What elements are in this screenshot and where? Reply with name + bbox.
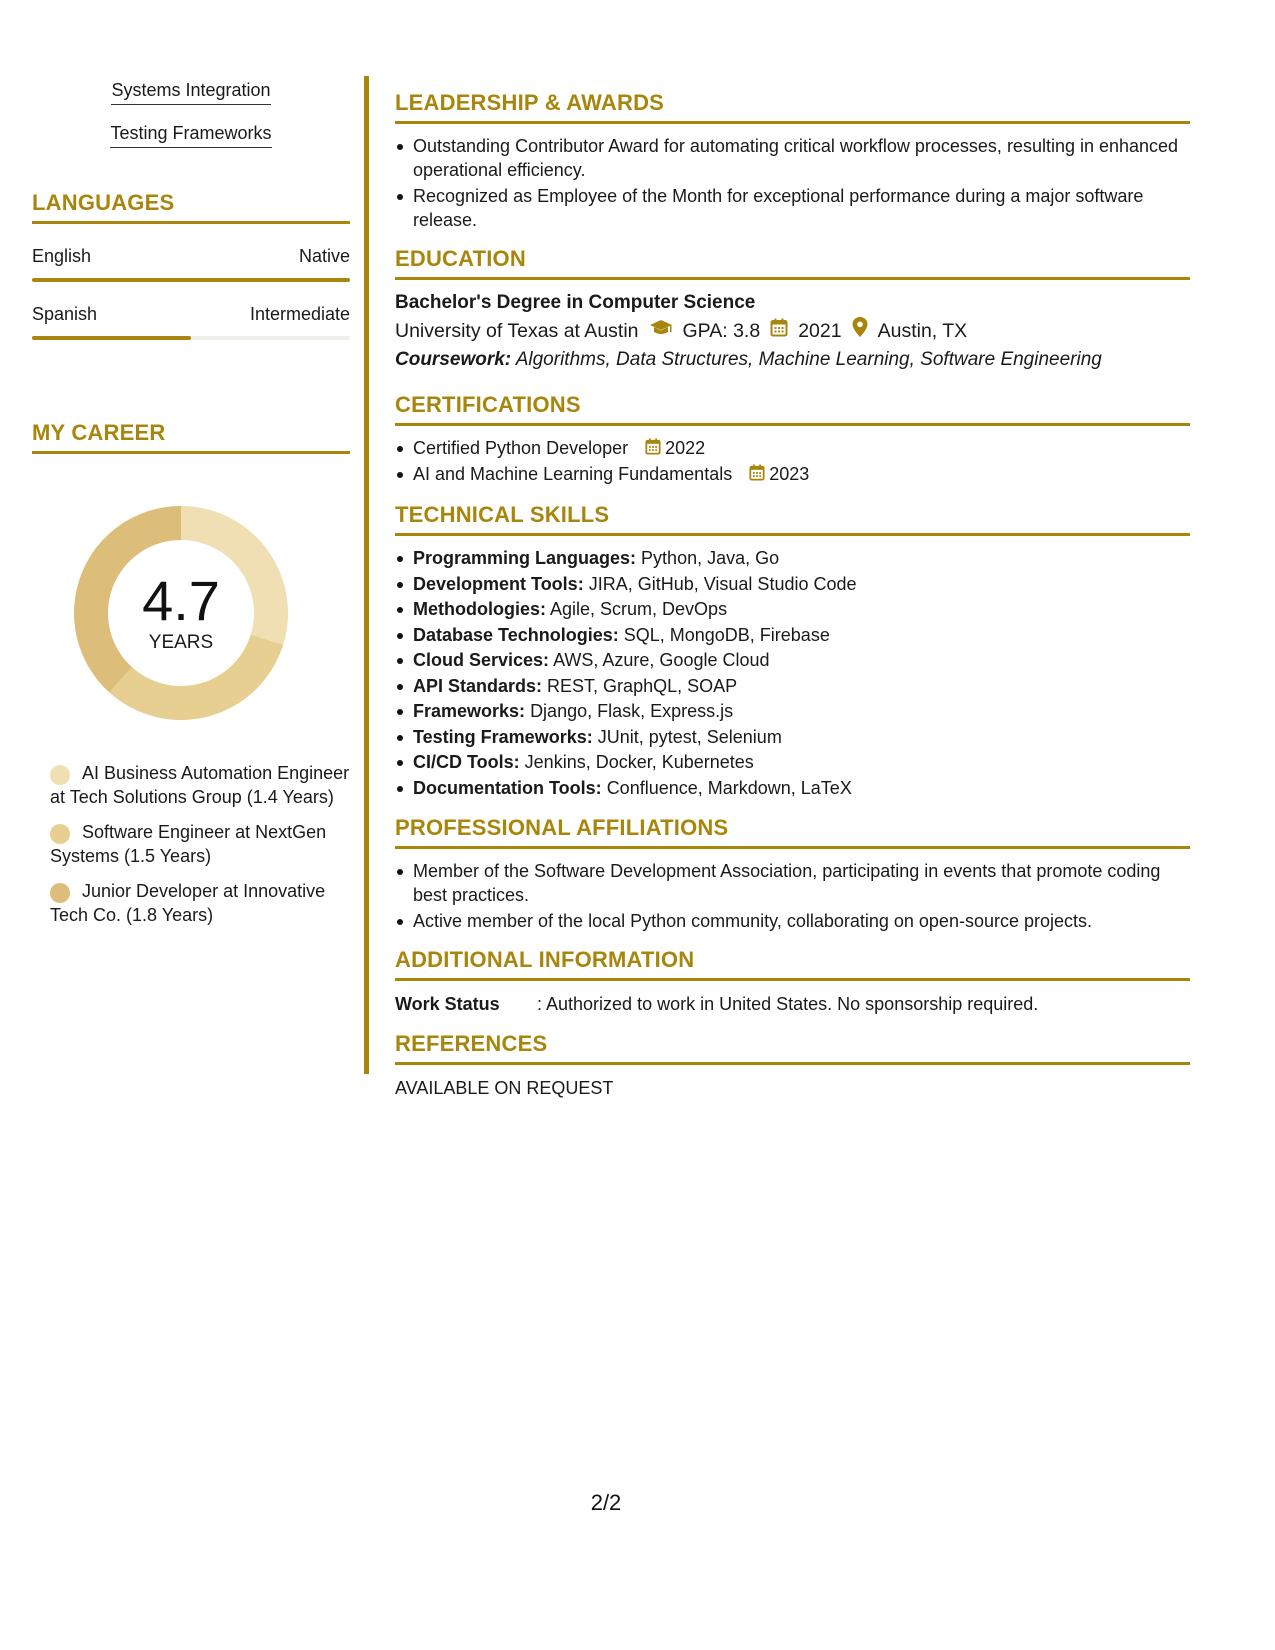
degree: Bachelor's Degree in Computer Science — [395, 292, 756, 313]
skill-item — [395, 750, 1190, 776]
career-legend-item — [50, 762, 350, 809]
additional-info-section — [395, 947, 1190, 1017]
skill-item — [395, 674, 1190, 700]
graduation-cap-icon — [649, 316, 673, 346]
certification-item — [395, 436, 1190, 462]
certification-name: Certified Python Developer — [413, 438, 629, 458]
education-section — [395, 246, 1190, 374]
location-pin-icon — [852, 316, 868, 346]
certification-name: AI and Machine Learning Fundamentals — [413, 464, 733, 484]
references-section — [395, 1031, 1190, 1101]
list-item: Recognized as Employee of the Month for exceptional performance during a major software release. — [395, 184, 1190, 232]
skill-label: API Standards: — [413, 675, 543, 696]
leadership-section — [395, 90, 1190, 232]
languages-section — [32, 190, 350, 340]
calendar-icon — [770, 316, 788, 346]
skill-label: Development Tools: — [413, 573, 584, 594]
skill-label: CI/CD Tools: — [413, 752, 520, 772]
right-column — [395, 90, 1190, 1115]
work-status-value: : Authorized to work in United States. No sponsorship required. — [537, 994, 1039, 1014]
certification-item — [395, 462, 1190, 488]
section-title: REFERENCES — [395, 1031, 548, 1056]
graduation-year: 2021 — [798, 320, 842, 342]
skill-tags — [32, 80, 350, 166]
school: University of Texas at Austin — [395, 320, 639, 342]
career-legend-item — [50, 880, 350, 927]
skill-label: Documentation Tools: — [413, 777, 602, 798]
legend-dot-icon — [50, 765, 70, 785]
language-bar — [32, 336, 350, 340]
technical-skills-list — [395, 546, 1190, 801]
donut-center — [66, 498, 296, 728]
coursework-label: Coursework: — [395, 349, 512, 370]
skill-value: JIRA, GitHub, Visual Studio Code — [588, 573, 857, 594]
section-rule — [395, 533, 1190, 536]
section-rule — [395, 121, 1190, 124]
legend-dot-icon — [50, 824, 70, 844]
career-total-years: 4.7 — [142, 569, 220, 632]
skill-value: Django, Flask, Express.js — [530, 701, 734, 721]
section-title: EDUCATION — [395, 246, 526, 271]
skill-value: AWS, Azure, Google Cloud — [553, 650, 770, 670]
language-level: Native — [298, 246, 350, 266]
location: Austin, TX — [877, 320, 968, 342]
section-rule — [32, 221, 350, 224]
coursework — [395, 346, 1190, 374]
education-details — [395, 316, 1190, 346]
affiliations-section — [395, 815, 1190, 933]
section-rule — [395, 277, 1190, 280]
coursework-list: Algorithms, Data Structures, Machine Learning, Software Engineering — [515, 349, 1102, 370]
skill-value: Confluence, Markdown, LaTeX — [606, 777, 852, 798]
section-title: PROFESSIONAL AFFILIATIONS — [395, 815, 729, 840]
section-rule — [395, 1062, 1190, 1065]
skill-label: Database Technologies: — [413, 624, 619, 645]
section-rule — [395, 423, 1190, 426]
certification-year: 2022 — [665, 438, 706, 458]
skill-label: Methodologies: — [413, 599, 546, 619]
column-divider — [364, 76, 369, 1074]
career-donut-chart — [66, 498, 296, 728]
skill-value: SQL, MongoDB, Firebase — [623, 624, 830, 645]
career-section — [32, 420, 350, 927]
certification-year: 2023 — [769, 464, 810, 484]
skill-item — [395, 623, 1190, 649]
list-item: Member of the Software Development Association, participating in events that promote coding best practices. — [395, 859, 1190, 907]
list-item: Active member of the local Python community, collaborating on open-source projects. — [395, 909, 1190, 933]
section-rule — [32, 451, 350, 454]
skill-value: Python, Java, Go — [641, 548, 780, 568]
technical-skills-section — [395, 502, 1190, 801]
language-level: Intermediate — [249, 304, 350, 324]
skill-item — [395, 546, 1190, 572]
section-title: ADDITIONAL INFORMATION — [395, 947, 695, 972]
left-column — [32, 80, 350, 939]
skill-value: REST, GraphQL, SOAP — [547, 675, 738, 696]
calendar-icon — [749, 463, 765, 489]
skill-value: JUnit, pytest, Selenium — [597, 726, 782, 747]
language-bar-fill — [32, 336, 191, 340]
skill-item — [395, 648, 1190, 674]
career-legend-text: AI Business Automation Engineer at Tech Solutions Group (1.4 Years) — [50, 763, 350, 807]
section-title: MY CAREER — [32, 420, 166, 445]
skill-item — [395, 725, 1190, 751]
skill-value: Jenkins, Docker, Kubernetes — [524, 752, 754, 772]
language-bar — [32, 278, 350, 282]
legend-dot-icon — [50, 883, 70, 903]
skill-tag: Systems Integration — [111, 80, 270, 105]
skill-tag: Testing Frameworks — [110, 123, 271, 148]
skill-value: Agile, Scrum, DevOps — [550, 599, 728, 619]
section-title: TECHNICAL SKILLS — [395, 502, 610, 527]
calendar-icon — [645, 437, 661, 463]
work-status-row — [395, 991, 1190, 1017]
skill-item — [395, 572, 1190, 598]
skill-label: Testing Frameworks: — [413, 726, 593, 747]
skill-label: Programming Languages: — [413, 548, 637, 568]
section-rule — [395, 978, 1190, 981]
career-legend-text: Software Engineer at NextGen Systems (1.5 Years) — [50, 822, 327, 866]
skill-item — [395, 699, 1190, 725]
gpa: GPA: 3.8 — [682, 320, 761, 342]
career-legend-text: Junior Developer at Innovative Tech Co. (1.8 Years) — [50, 881, 326, 925]
language-item — [32, 304, 350, 340]
certifications-section — [395, 392, 1190, 488]
section-title: CERTIFICATIONS — [395, 392, 581, 417]
section-title: LEADERSHIP & AWARDS — [395, 90, 665, 115]
section-title: LANGUAGES — [32, 190, 175, 215]
page-number: 2/2 — [590, 1490, 622, 1515]
career-legend — [32, 762, 350, 927]
section-rule — [395, 846, 1190, 849]
list-item: Outstanding Contributor Award for automating critical workflow processes, resulting in enhanced operational efficiency. — [395, 134, 1190, 182]
language-name: Spanish — [32, 304, 98, 324]
language-bar-fill — [32, 278, 350, 282]
career-years-unit: YEARS — [148, 632, 214, 653]
skill-item — [395, 776, 1190, 802]
language-item — [32, 246, 350, 282]
skill-label: Frameworks: — [413, 701, 526, 721]
career-legend-item — [50, 821, 350, 868]
skill-label: Cloud Services: — [413, 650, 550, 670]
references-text: AVAILABLE ON REQUEST — [395, 1078, 614, 1098]
language-name: English — [32, 246, 92, 266]
skill-item — [395, 597, 1190, 623]
work-status-label: Work Status — [395, 994, 500, 1014]
